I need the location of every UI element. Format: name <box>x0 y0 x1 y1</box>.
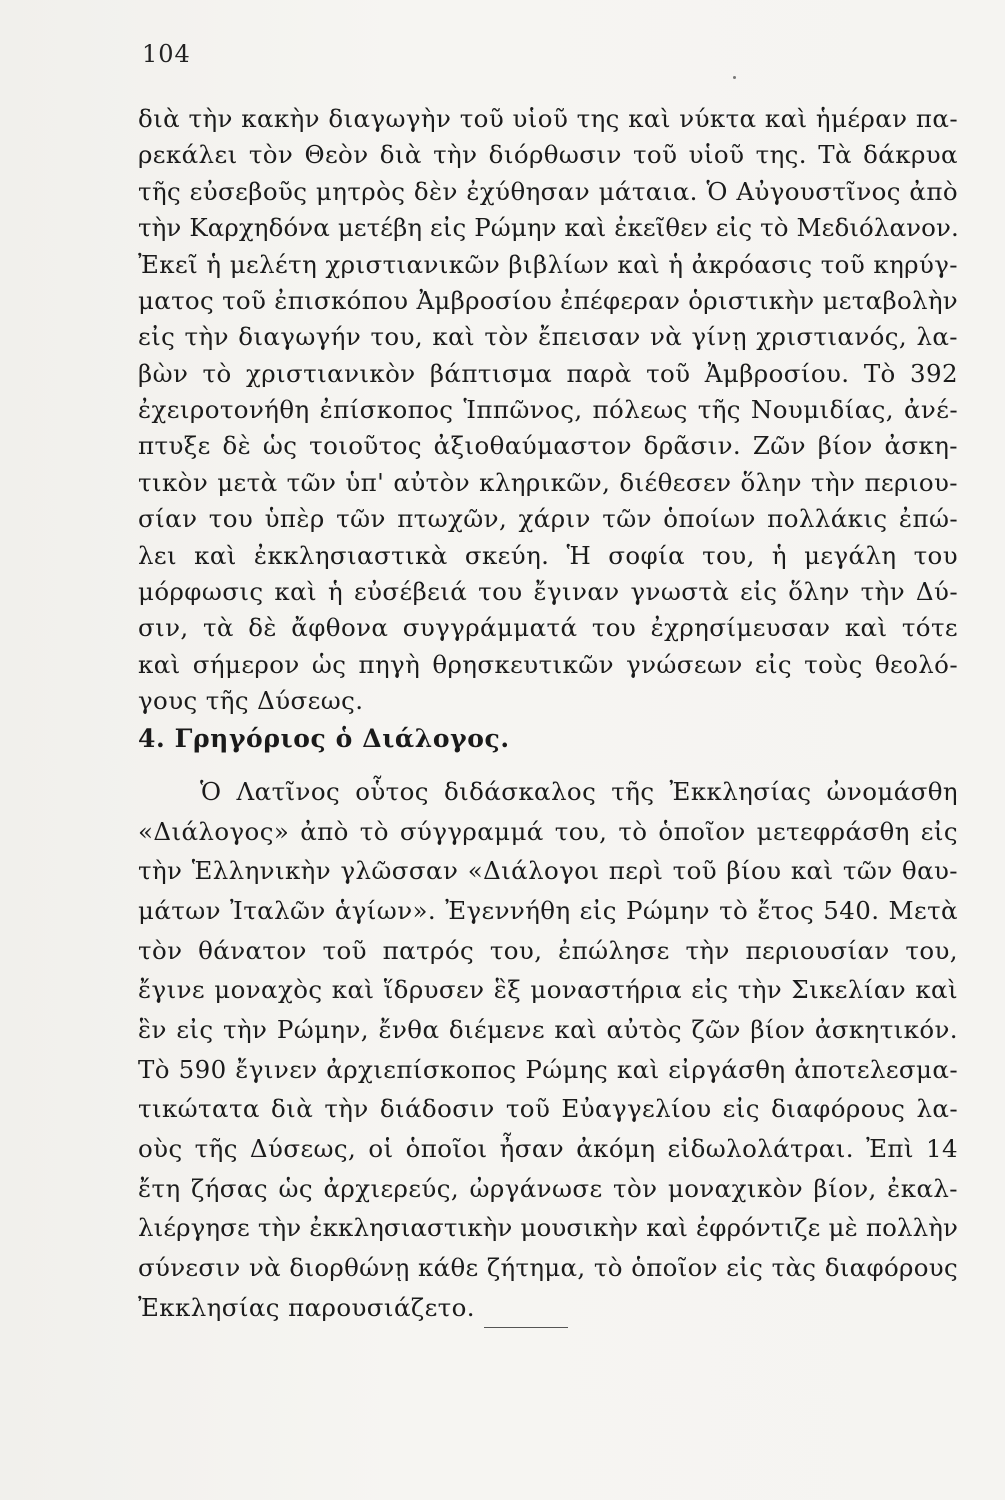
text-line: ρεκάλει τὸν Θεὸν διὰ τὴν διόρθωσιν τοῦ υἱοῦ της. Τὰ δάκρυα <box>138 140 958 169</box>
text-line: λει καὶ ἐκκλησιαστικὰ σκεύη. Ἡ σοφία του, ἡ μεγάλη του <box>138 541 958 570</box>
text-line: διὰ τὴν κακὴν διαγωγὴν τοῦ υἱοῦ της καὶ νύκτα καὶ ἡμέραν πα- <box>138 104 958 133</box>
text-line: τικώτατα διὰ τὴν διάδοσιν τοῦ Εὐαγγελίου εἰς διαφόρους λα- <box>138 1094 958 1123</box>
text-line: λιέργησε τὴν ἐκκλησιαστικὴν μουσικὴν καὶ ἐφρόντιζε μὲ πολλὴν <box>138 1213 958 1242</box>
text-line-last: Ἐκκλησίας παρουσιάζετο. <box>138 1293 475 1322</box>
text-line: Τὸ 590 ἔγινεν ἀρχιεπίσκοπος Ρώμης καὶ εἰργάσθη ἀποτελεσμα- <box>138 1055 958 1084</box>
text-line: σίαν του ὑπὲρ τῶν πτωχῶν, χάριν τῶν ὁποίων πολλάκις ἐπώ- <box>138 504 958 533</box>
text-line: τῆς εὐσεβοῦς μητρὸς δὲν ἐχύθησαν μάταια. Ὁ Αὐγουστῖνος ἀπὸ <box>138 177 958 206</box>
text-line: ματος τοῦ ἐπισκόπου Ἀμβροσίου ἐπέφεραν ὁριστικὴν μεταβολὴν <box>138 286 959 315</box>
text-line: βὼν τὸ χριστιανικὸν βάπτισμα παρὰ τοῦ Ἀμβροσίου. Τὸ 392 <box>138 359 958 388</box>
text-line: μόρφωσις καὶ ἡ εὐσέβειά του ἔγιναν γνωστὰ εἰς ὅλην τὴν Δύ- <box>138 577 958 606</box>
text-line: τὴν Καρχηδόνα μετέβη εἰς Ρώμην καὶ ἐκεῖθεν εἰς τὸ Μεδιόλανον. <box>138 213 959 242</box>
text-line: μάτων Ἰταλῶν ἁγίων». Ἐγεννήθη εἰς Ρώμην τὸ ἔτος 540. Μετὰ <box>138 896 958 925</box>
text-line: ἔτη ζήσας ὡς ἀρχιερεύς, ὠργάνωσε τὸν μοναχικὸν βίον, ἐκαλ- <box>138 1174 958 1203</box>
text-line: εἰς τὴν διαγωγήν του, καὶ τὸν ἔπεισαν νὰ γίνῃ χριστιανός, λα- <box>138 322 958 351</box>
text-line: ἔγινε μοναχὸς καὶ ἵδρυσεν ἓξ μοναστήρια εἰς τὴν Σικελίαν καὶ <box>138 975 958 1004</box>
text-line: «Διάλογος» ἀπὸ τὸ σύγγραμμά του, τὸ ὁποῖον μετεφράσθη εἰς <box>138 817 958 846</box>
text-line: γους τῆς Δύσεως. <box>138 686 364 715</box>
end-rule <box>484 1327 568 1328</box>
text-line: τικὸν μετὰ τῶν ὑπ' αὐτὸν κληρικῶν, διέθεσεν ὅλην τὴν περιου- <box>138 468 958 497</box>
text-line: σιν, τὰ δὲ ἄφθονα συγγράμματά του ἐχρησίμευσαν καὶ τότε <box>138 613 958 642</box>
text-line: σύνεσιν νὰ διορθώνῃ κάθε ζήτημα, τὸ ὁποῖον εἰς τὰς διαφόρους <box>138 1253 958 1282</box>
text-line: τὸν θάνατον τοῦ πατρός του, ἐπώλησε τὴν περιουσίαν του, <box>138 936 958 965</box>
text-line: ἐχειροτονήθη ἐπίσκοπος Ἱππῶνος, πόλεως τῆς Νουμιδίας, ἀνέ- <box>138 395 958 424</box>
text-line: καὶ σήμερον ὡς πηγὴ θρησκευτικῶν γνώσεων εἰς τοὺς θεολό- <box>138 650 958 679</box>
text-line: οὺς τῆς Δύσεως, οἱ ὁποῖοι ἦσαν ἀκόμη εἰδωλολάτραι. Ἐπὶ 14 <box>138 1134 958 1163</box>
page-number: 104 <box>142 40 191 68</box>
text-line: Ὁ Λατῖνος οὗτος διδάσκαλος τῆς Ἐκκλησίας ὠνομάσθη <box>200 777 958 806</box>
print-speck <box>733 76 736 79</box>
section-heading: 4. Γρηγόριος ὁ Διάλογος. <box>138 724 510 753</box>
text-line: πτυξε δὲ ὡς τοιοῦτος ἀξιοθαύμαστον δρᾶσιν. Ζῶν βίον ἀσκη- <box>138 431 958 460</box>
text-line: Ἐκεῖ ἡ μελέτη χριστιανικῶν βιβλίων καὶ ἡ ἀκρόασις τοῦ κηρύγ- <box>138 250 958 279</box>
text-line: ἓν εἰς τὴν Ρώμην, ἔνθα διέμενε καὶ αὐτὸς ζῶν βίον ἀσκητικόν. <box>138 1015 958 1044</box>
text-line: τὴν Ἑλληνικὴν γλῶσσαν «Διάλογοι περὶ τοῦ βίου καὶ τῶν θαυ- <box>138 856 958 885</box>
